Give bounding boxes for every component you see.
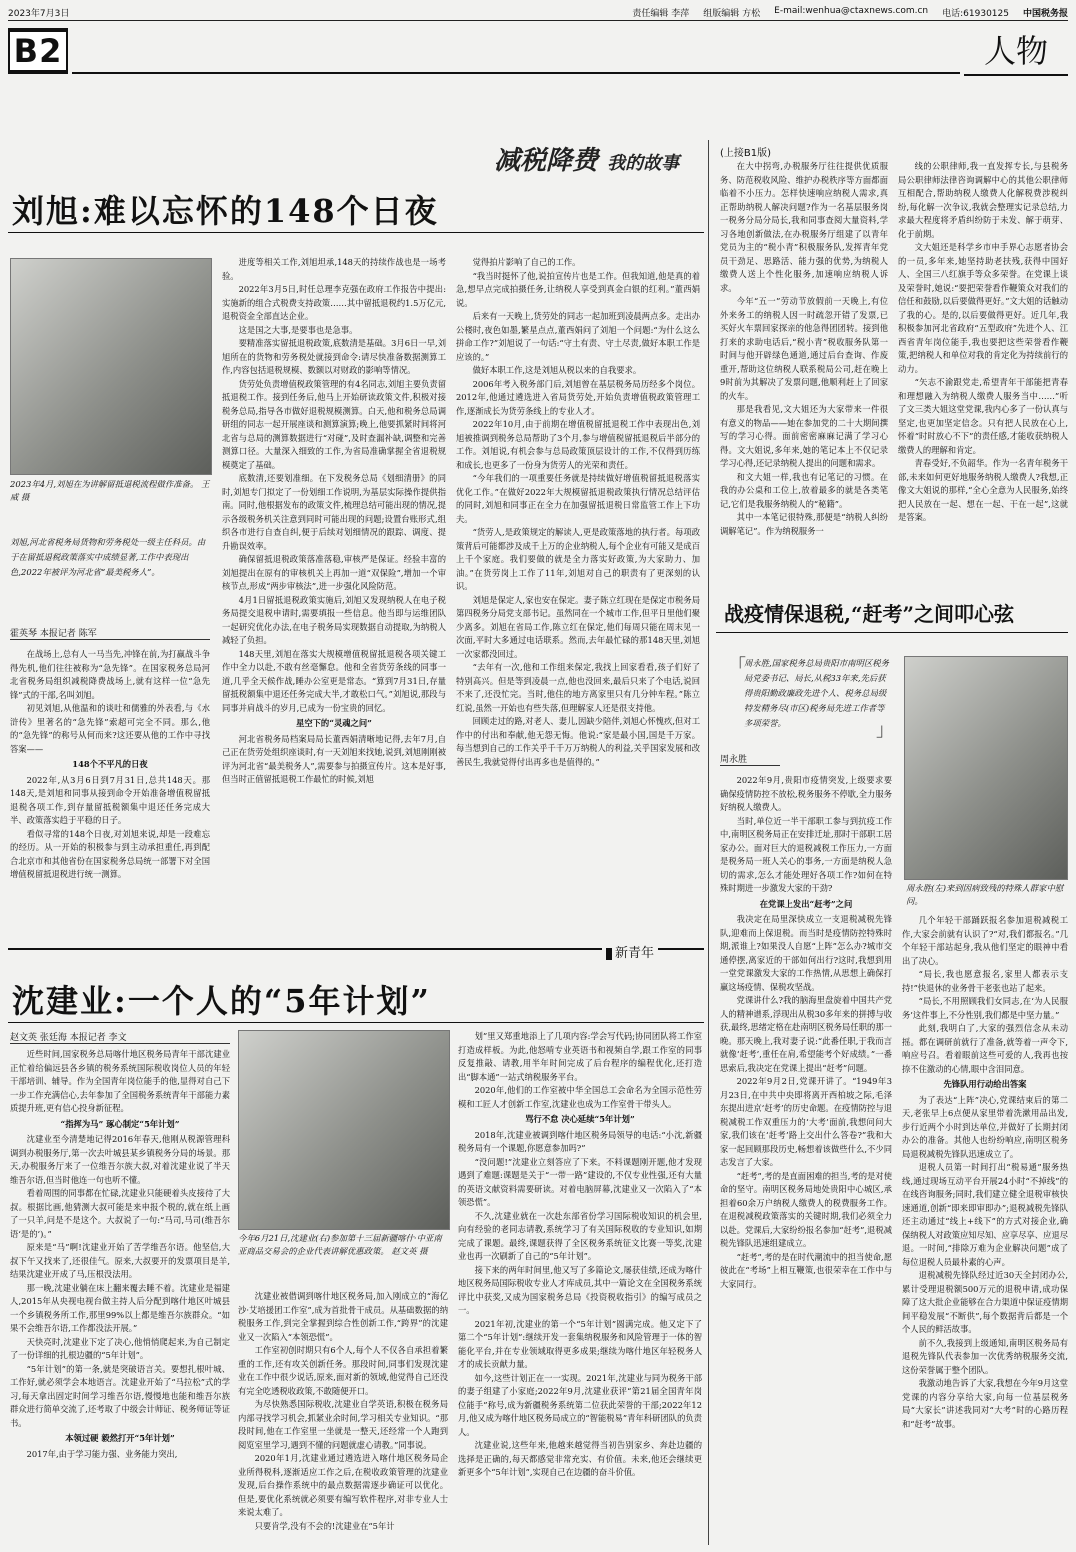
subheading: 星空下的“灵魂之问” [296, 718, 372, 728]
paragraph: 工作室初创时期只有6个人,每个人不仅各自承担着繁重的工作,还有攻关创新任务。那段时间,同事们发现沈建业在工作中很少说话,原来,面对新的领域,他觉得自己还没有完全吃透税收政策,不敢随便开口。 [238, 1345, 448, 1396]
subheading: 先锋队用行动给出答案 [943, 1079, 1027, 1089]
paragraph: 回顾走过的路,对老人、妻儿,因缺少陪伴,刘旭心怀愧疚,但对工作中的付出和奉献,他无怨无悔。他说:“家是最小国,国是千万家。每当想到自己的工作关乎千千万万纳税人的利益,关乎国家发展和改善民生,我就觉得付出再多也是值得的。” [456, 716, 700, 767]
paragraph: 初见刘旭,从他温和的谈吐和儒雅的外表看,与《水浒传》里著名的“急先锋”索超可完全不同。那么,他的“急先锋”的称号从何而来?这还要从他的工作中寻找答案—— [10, 703, 210, 754]
designer: 组版编辑 方松 [703, 8, 761, 19]
paragraph: 青春受好,不负韶华。作为一名青年税务干部,未来如何更好地服务纳税人缴费人?我想,正像文大姐说的那样,“全心全意为人民服务,始终把人民放在一起、想在一起、干在一起”,这就是答案。 [898, 458, 1068, 522]
paragraph: 天快亮时,沈建业下定了决心,他悄悄爬起来,为自己制定了一份详细的扎根边疆的“5年计划”。 [10, 1336, 230, 1360]
paragraph: 我激动地告诉了大家,我想在今年9月这堂党课的内容分享给大家,向每一位基层税务局“大家长”讲述我同对“大考”时的心路历程和“赶考”故事。 [902, 1378, 1068, 1429]
section-name: 人物 [964, 28, 1068, 76]
paragraph: 2022年3月5日,时任总理李克强在政府工作报告中提出:实施新的组合式税费支持政策……其中留抵退税约1.5万亿元,退税资金全部直达企业。 [222, 284, 446, 321]
subheading: 骂行不怠 决心延续“5年计划” [525, 1114, 635, 1124]
paragraph: 2017年,由于学习能力强、业务能力突出, [26, 1448, 178, 1459]
paragraph: 如今,这些计划正在一一实现。2021年,沈建业与同为税务干部的妻子组建了小家庭;2022年9月,沈建业获评“第21届全国青年岗位能手”称号,成为新疆税务系统第二位获此荣誉的干部;2022年12月,他又成为喀什地区税务局成立的“智能税易”青年科研团队的负责人。 [458, 1372, 702, 1437]
paragraph: 确保留抵退税政策落准落稳,审核严是保证。经验丰富的刘旭提出在原有的审核机关上再加一道“双保险”,增加一个审核节点,形成“两步审核法”,进一步强化风险防范。 [222, 554, 446, 591]
subheading: 148个不平凡的日夜 [72, 759, 148, 769]
paragraph: 近些时间,国家税务总局喀什地区税务局青年干部沈建业正忙着给偏远县各乡镇的税务系统国际税收岗位人员的年轻干部培训、辅导。作为全国青年岗位能手的他,显得对自己下一步工作充满信心,去年参加了全国税务系统青年干部能力素质提升班,更有信心投身新征程。 [10, 1049, 230, 1113]
paragraph: 进度等相关工作,刘旭坦承,148天的持续作战也是一场考验。 [222, 257, 446, 281]
paragraph: 为了表达“上阵”决心,党课结束后的第二天,老张早上6点便从家里带着洗漱用品出发,步行近两个小时到达单位,并做好了长期封闭办公的准备。其他人也纷纷响应,南明区税务局退税减税先锋队迅速成立了。 [902, 1094, 1068, 1159]
paragraph: “我当时挺怀了他,说拍宣传片也是工作。但我知道,他是真的着急,想早点完成拍摄任务,让纳税人享受到真金白银的红利。”董西娟说。 [456, 270, 700, 308]
article3-photo [904, 656, 1068, 880]
article1-col3 [456, 256, 700, 940]
article1-rule [8, 232, 704, 233]
article4-tag [602, 942, 658, 961]
article3-byline: 周永胜 [720, 752, 780, 766]
paragraph: “赶考”,考的是在时代潮流中的担当使命,愿彼此在“考场”上相互鞭策,也很荣幸在工作中与大家同行。 [720, 1251, 892, 1289]
article3-title[interactable]: 战疫情保退税,“赶考”之间叩心弦 [724, 602, 1014, 626]
paragraph: 我决定在局里深快成立一支退税减税先锋队,迎难而上保退税。而当时是疫情防控特殊时期,派谁上?如果没人自愿“上阵”怎么办?城市交通停摆,离家近的干部如何出行?这时,我想到用一堂党课激发大家的工作热情,从思想上确保打赢这场疫情、保税攻坚战。 [720, 914, 892, 992]
article1-photo-caption: 2023年4月,刘旭在为讲解留抵退税流程做作准备。 王威 摄 [10, 479, 210, 502]
article4-top-rule [8, 948, 704, 950]
paragraph: 沈建业说,这些年来,他越来越觉得当初告别家乡、奔赴边疆的选择是正确的,每天都感觉非常充实、有价值。未来,他还会继续更新更多个“5年计划”,实现自己在边疆的奋斗价值。 [458, 1440, 702, 1477]
paragraph: 2022年9月2日,党课开讲了。“1949年3月23日,在中共中央即将离开西柏坡之际,毛泽东提出进京‘赶考’的历史命题。在疫情防控与退税减税工作双重压力的‘大考’面前,我想问问大家,我们该在‘赶考’路上交出什么答卷?”我和大家一起回顾那段历史,畅想着该做些什么,不少同志发言了大家。 [720, 1076, 892, 1167]
paragraph: 今年“五一”劳动节放假前一天晚上,有位外来务工的纳税人因一时疏忽开错了发票,已买好火车票回家探亲的他急得团团转。接到他打来的求助电话后,“税小青”税收服务队第一时间与他开辟绿色通道,通过后台查询、作废重开,帮助这位纳税人联系税局公司,赶在晚上9时前为其解决了发票问题,他顺利赶上了回家的火车。 [720, 296, 888, 401]
paragraph: 2020年,他们的工作室被中华全国总工会命名为全国示范性劳模和工匠人才创新工作室,沈建业也成为工作室骨干带头人。 [458, 1085, 702, 1109]
paragraph: “货劳人,是政策规定的解读人,更是政策落地的执行者。每项政策背后可能都涉及成千上万的企业纳税人,每个企业有可能又是成百上千个家庭。我们要做的就是全力落实好政策,为大家助力、加油。”在货劳岗上工作了11年,刘旭对自己的职责有了更深刻的认识。 [456, 527, 700, 591]
paragraph: “5年计划”的第一条,就是突破语言关。要想扎根叶城、工作好,就必须学会本地语言。沈建业开始了“马拉松”式的学习,每天拿出固定时间学习维吾尔语,慢慢地也能和维吾尔族群众进行简单交流了,还考取了中级会计师证、税务师证等证书。 [10, 1363, 230, 1428]
article4-byline: 赵文英 张廷海 本报记者 李文 [10, 1030, 230, 1044]
paragraph: 此刻,我明白了,大家的强烈信念从未动摇。都在调研前就行了准备,就等着一声令下,响应号召。看着眼前这些可爱的人,我再也按捺不住激动的心情,眼中含泪同意。 [902, 1023, 1068, 1074]
paragraph: 后来有一天晚上,货劳处的同志一起加班到凌晨两点多。走出办公楼时,夜色如墨,繁星点点,董西娟问了刘旭一个问题:“为什么这么拼命工作?”刘旭说了一句话:“守土有责、守土尽责,做好本职工作是应该的。” [456, 311, 700, 362]
paragraph: “没问题!”沈建业立刻答应了下来。不料课题刚开题,他才发现遇到了难题:课题是关于“一带一路”建设的,不仅专业性强,还有大量的英语文献资料需要研读。对着电脑屏幕,沈建业又一次陷入了“本领恐慌”。 [458, 1156, 702, 1207]
paragraph: 148天里,刘旭在落实大规模增值税留抵退税各项关键工作中全力以赴,不敢有丝毫懈怠。他和全省货劳条线的同事一道,几乎全天候作战,睡办公室更是常态。“算到7月31日,存量留抵税额集中退还任务完成大半,才敢松口气。”刘旭说,那段与同事并肩战斗的岁月,已成为一份宝贵的回忆。 [222, 648, 446, 713]
paragraph: 几个年轻干部踊跃报名参加退税减税工作,大家会前就有认识了?“对,我们都报名。”几个年轻干部站起身,我从他们坚定的眼神中看出了决心。 [902, 915, 1068, 966]
paragraph: 做好本职工作,这是刘旭从税以来的自我要求。 [472, 365, 642, 375]
paragraph: 和文大姐一样,我也有记笔记的习惯。在我的办公桌和工位上,放着最多的就是各类笔记,它们是我服务纳税人的“秘籍”。 [720, 471, 888, 509]
paragraph: 沈建业被借调到喀什地区税务局,加入刚成立的“海亿沙·艾培援团工作室”,成为首批骨干成员。从基础数据的纳税服务工作,到完全掌握到综合性创新工作,“跨界”的沈建业又一次陷入“本领恐慌”。 [238, 1291, 448, 1342]
paragraph: 划”里又郑重地添上了几项内容:学会写代码;协同团队将工作室打造成样板。为此,他怒啃专业英语书和视频自学,跟工作室的同事反复推敲、请教,用半年时间完成了后台程序的编程优化,还打造出“脚本通”一站式纳税服务平台。 [458, 1031, 702, 1082]
editor: 责任编辑 李萍 [632, 8, 690, 19]
paragraph: 只要肯学,没有不会的!沈建业在“5年计 [254, 1520, 395, 1531]
paragraph: 4月1日留抵退税政策实施后,刘旭又发现纳税人在电子税务局提交退税申请时,需要填报一些信息。他当即与运维团队一起研究优化办法,在电子税务局实现数据自动提取,为纳税人减轻了负担。 [222, 594, 446, 645]
paragraph: 2018年,沈建业被调到喀什地区税务局领导的电话:“小沈,新疆税务局有一个课题,你愿意参加吗?” [458, 1129, 702, 1153]
paragraph: 货劳处负责增值税政策管理的有4名同志,刘旭主要负责留抵退税工作。接到任务后,他马上开始研读政策文件,积极对接税务总局,指导各市做好退税规模测算。白天,他和税务总局调研组的同志一起开展座谈和测算演算;晚上,他要抓紧时间将河北省与总局的测算数据进行“对碰”,及时查漏补缺,调整和完善测算口径。大量深入细致的工作,为省局准确掌握全省退税规模奠定了基础。 [222, 378, 446, 470]
subheading: “指挥为马” 琢心制定“5年计划” [60, 1118, 180, 1129]
paragraph: 2022年9月,贵阳市疫情突发,上级要求要确保疫情防控不放松,税务服务不停歇,全力服务好纳税人缴费人。 [720, 775, 892, 812]
article3-photo-caption: 周永胜(左)来到因病致残的特殊人群家中慰问。 [906, 883, 1064, 906]
paragraph: 接下来的两年时间里,他又写了多篇论文,屡获佳绩,还成为喀什地区税务局国际税收专业人才库成员,其中一篇论文在全国税务系统评比中获奖,又成为国家税务总局《投资税收指引》的编写成员之一。 [458, 1264, 702, 1315]
article1-col1 [10, 648, 210, 940]
paragraph: 底数清,还要划准细。在下发税务总局《划细清册》的同时,刘旭专门拟定了一份划细工作说明,为基层实际操作提供指南。同时,他根据发布的政策文件,梳理总结可能出现的情况,提示各级税务机关注意到同时可能出现的问题;设置台账形式,组织各市进行自查自纠,便于后续对划细情况的跟踪、调度、提升勘误效率。 [222, 473, 446, 551]
column-logo [494, 140, 704, 186]
paragraph: “局长,不用照顾我们女同志,在‘为人民服务’这件事上,不分性别,我们都是中坚力量。” [902, 996, 1068, 1020]
paragraph: 要精准落实留抵退税政策,底数清是基础。3月6日一早,刘旭所在的货物和劳务税处就接到命令:请尽快准备数据测算工作,内容包括退税规模、数额以对财政的影响等情况。 [222, 338, 446, 375]
paragraph: 为尽快熟悉国际税收,沈建业自学英语,积极在税务局内部寻找学习机会,抓紧业余时间,学习相关专业知识。“那段时间,他在工作室里一坐就是一整天,还经常一个人跑到阅览室里学习,遇到不懂的问题就虚心请教。”同事说。 [238, 1399, 448, 1450]
paragraph: 看着周围的同事都在忙碌,沈建业只能硬着头皮接待了大叔。根据比画,他猜测大叔可能是来申报个税的,就在纸上画了一只羊,问是不是这个。大叔说了一句:“马司,马司(维吾尔语‘是的’)。” [10, 1188, 230, 1239]
subheading: 本领过硬 毅然打开“5年计划” [65, 1433, 175, 1443]
article1-col2 [222, 256, 446, 940]
quote-close: 」 [876, 720, 894, 741]
page-number: B2 [8, 28, 68, 74]
paragraph: 前不久,我接到上级通知,南明区税务局有退税先锋队代表参加一次优秀纳税服务交流,这份荣誉属于整个团队。 [902, 1337, 1068, 1375]
article4-col3 [458, 1030, 702, 1544]
header-rule [72, 72, 960, 74]
paper-name: 中国税务报 [1022, 8, 1068, 19]
paragraph: 当时,单位近一半干部职工参与到抗疫工作中,南明区税务局正在安排迁址,那时干部职工居家办公。面对巨大的退税减税工作压力,一方面是税务局一班人关心的事务,一方面是纳税人急切的需求,怎么才能处理好各项工作?如何在特殊时期进一步激发大家的干劲? [720, 815, 892, 893]
tag-label: 新青年 [615, 946, 655, 961]
logo-sub: 我的故事 [607, 153, 680, 174]
paragraph: 原来是“马”啊!沈建业开始了苦学维吾尔语。他坚信,大叔下午又找来了,还很佳气。原来,大叔要开的发票项目是羊,结果沈建业开成了马,压根没法用。 [10, 1242, 230, 1279]
logo-text: 减税降费 [494, 146, 599, 176]
paragraph: 2021年初,沈建业的第一个“5年计划”圆满完成。他又定下了第二个“5年计划”:继续开发一套集纳税服务和风险管理于一体的智能化平台,并在专业领域取得更多成果;继续为喀什地区年轻税务人才的成长贡献力量。 [458, 1318, 702, 1369]
article3-col1 [720, 774, 892, 1544]
paragraph: 2022年,从3月6日到7月31日,总共148天。那148天,是刘旭和同事从接到命令开始准备增值税留抵退税各项工作,到存量留抵税额集中退还任务完成大半、政策落实趋于平稳的日子。 [10, 774, 210, 825]
paragraph: 这是国之大事,是要事也是急事。 [238, 324, 358, 335]
paragraph: 沈建业至今清楚地记得2016年春天,他刚从税源管理科调到办税服务厅,第一次去叶城县某乡镇税务分局的场景。那天,办税服务厅来了一位维吾尔族大叔,对着沈建业说了半天维吾尔语,但当时他连一句也听不懂。 [10, 1134, 230, 1185]
paragraph: 河北省税务局档案局局长董西娟清晰地记得,去年7月,自己正在货劳处组织座谈时,有一天刘旭来找她,说到,刘旭刚刚被评为河北省“最美税务人”,需要参与拍摄宣传片。这本是好事,但当时正值留抵退税工作最忙的时候,刘旭 [222, 733, 446, 784]
paragraph: 2022年10月,由于前期在增值税留抵退税工作中表现出色,刘旭被推调到税务总局帮助了3个月,参与增值税留抵退税后半部分的工作。刘旭说,有机会参与总局政策顶层设计的工作,不仅得到历练和成长,也更多了一份身为货劳人的光荣和责任。 [456, 419, 700, 470]
paragraph: 刘旭是保定人,家也安在保定。妻子陈立红现在是保定市税务局第四税务分局党支部书记。虽然同在一个城市工作,但平日里他们聚少离多。刘旭在省局工作,陈立红在保定,他们每周只能在周末见一次面,平时大多通过电话联系。然而,去年最忙碌的那148天里,刘旭一次家都没回过。 [456, 594, 700, 659]
subheading: 在党课上发出“赶考”之问 [759, 898, 853, 909]
paragraph: 看似寻常的148个日夜,对刘旭来说,却是一段难忘的经历。从一开始的积极参与到主动承担重任,再到配合北京市和其他省份在国家税务总局统一部署下对全国增值税留抵退税进行统一测算。 [10, 828, 210, 879]
paragraph: “赶考”,考的是直面困难的担当,考的是对使命的坚守。南明区税务局地处贵阳中心城区,承担着60余万户纳税人缴费人的税费服务工作。在退税减税政策落实的关键时期,我们必须全力以赴。党课后,大家纷纷报名参加“赶考”,退税减税先锋队迅速组建成立。 [720, 1170, 892, 1248]
article2-col2 [898, 160, 1068, 580]
article4-col2 [238, 1290, 448, 1544]
article4-rule [8, 1022, 704, 1023]
article4-photo-caption: 今年6月21日,沈建业(右)参加第十三届新疆喀什·中亚南亚商品交易会的企业代表讲解优惠政策。 赵文英 摄 [238, 1233, 442, 1256]
email[interactable]: E-mail:wenhua@ctaxnews.com.cn [774, 5, 929, 16]
paragraph: 其中一本笔记很特殊,那便是“纳税人纠纷调解笔记”。作为纳税服务一 [720, 512, 888, 536]
article3-rule [716, 632, 1068, 633]
article4-title[interactable]: 沈建业:一个人的“5年计划” [12, 982, 431, 1020]
article1-byline: 霍英琴 本报记者 陈军 [10, 626, 210, 640]
paragraph: “去年有一次,他和工作组来保定,我找上回家看看,孩子们好了特别高兴。但是等到凌晨一点,他也没回来,最后只来了个电话,说回不来了,还没忙完。当时,他住的地方离家里只有几分钟车程。”陈立红说,虽然一开始也有些失落,但理解家人还是很支持他。 [456, 662, 700, 713]
article3-col2 [902, 914, 1068, 1544]
article1-profile: 刘旭,河北省税务局货物和劳务税处一级主任科员。由于在留抵退税政策落实中成绩显著,工作中表现出色,2022年被评为河北省“最美税务人”。 [10, 537, 206, 577]
paragraph: 不久,沈建业就在一次赴东部省份学习国际税收知识的机会里,向有经验的老同志请教,系统学习了有关国际税收的专业知识,如期完成了课题。最终,课题获得了全区税务系统征文比赛一等奖,沈建业也再一次刷新了自己的“5年计划”。 [458, 1210, 702, 1261]
phone: 电话:61930125 [942, 8, 1009, 19]
paragraph: “矢志不渝跟党走,希望青年干部能把青春和理想融入为纳税人缴费人服务当中……”听了文三类大姐这堂党课,我内心多了一份认真与坚定,也更加坚定信念。只有把人民放在心上,怀着“时时放心不下”的责任感,才能收获纳税人缴费人的理解和肯定。 [898, 377, 1068, 455]
header-info [632, 6, 1068, 19]
paragraph: 那是我看见,文大姐还为大家带来一件很有意义的物品——她在参加党的二十大期间撰写的学习心得。面前密密麻麻记满了学习心得。文大姐说,多年来,她的笔记本上不仅记录学习心得,还记录纳税人提出的问题和需求。 [720, 404, 888, 468]
article4-col1 [10, 1048, 230, 1544]
quote-open: 「 [728, 656, 746, 677]
page-header [8, 4, 1068, 21]
tag-block-icon [606, 948, 612, 960]
article2-continued: (上接B1版) [720, 148, 772, 159]
paragraph: 觉得拍片影响了自己的工作。 [472, 257, 581, 267]
paragraph: “今年我们的一项重要任务就是持续做好增值税留抵退税落实优化工作。”在做好2022年大规模留抵退税政策执行情况总结评估的同时,刘旭和同事正在全力在加强留抵退税日常监管工作上下功夫。 [456, 473, 700, 524]
paragraph: 在大中拐弯,办税服务厅往往提供优质服务、防范税收风险、维护办税秩序等方面都面临着不小压力。怎样快速响应纳税人需求,真正帮助纳税人解决问题?作为一名基层服务岗一税务分局分局长,我和同事查阅大量资料,学习各地创新做法,在办税服务厅组建了以青年党员为主的“税小青”积极服务队,发挥青年党员干劲足、思路活、能力强的优势,为纳税人缴费人送上个性化服务,加速响应纳税人诉求。 [720, 161, 888, 293]
issue-date: 2023年7月3日 [8, 8, 70, 19]
paragraph: 文大姐还是科学乡市申手界心志愿者协会的一员,多年来,她坚持助老扶残,获得中国好人、全国三八红旗手等众多荣誉。在党课上谈及荣誉时,她说:“要把荣誉看作鞭策众对我们的信任和鼓励,以后要做得更好。”文大姐的话触动了我的心。是的,以后要做得更好。近几年,我积极参加河北省政府“五型政府”先进个人、江西省青年岗位能手,我也要把这些荣誉看作鞭策,把纳税人和单位对我的肯定化为持续前行的动力。 [898, 242, 1068, 374]
paragraph: 退税减税先锋队经过近30天全封闭办公,累计受理退税额500万元的退税申请,成功保障了这大批企业能够在合力渠道中保证疫情期间平稳发展“不断供”,每个数据背后都是一个个人民的鲜活故事。 [902, 1270, 1068, 1334]
paragraph: 线的公职律师,我一直发挥专长,与县税务局公职律师法律咨询调解中心的其他公职律师互相配合,帮助纳税人缴费人化解税费涉税纠纷,每化解一次争议,我就会整理实记录总结,力求最大程度将矛盾纠纷防于未发、解于萌芽、化于前期。 [898, 161, 1068, 239]
paragraph: 在战场上,总有人一马当先,冲锋在前,为打赢战斗争得先机,他们往往被称为“急先锋”。在国家税务总局河北省税务局组织减税降费战场上,就有这样一位“急先锋”式的干部,名叫刘旭。 [10, 649, 210, 700]
paragraph: 2006年考入税务部门后,刘旭曾在基层税务局历经多个岗位。2012年,他通过遴选进入省局货劳处,开始负责增值税政策管理工作,逐渐成长为货劳条线上的专业人才。 [456, 378, 700, 416]
paragraph: 党课讲什么?我的脑海里盘旋着中国共产党人的精神谱系,浮现出从税30多年来的拼搏与收获,最终,思绪定格在赴南明区税务局任职的那一晚。那天晚上,我对妻子说:“此番任职,于我而言就像‘赶考’,重任在肩,希望能考个好成绩。”一番思索后,我决定在党课上提出“赶考”问题。 [720, 995, 892, 1073]
main-divider [708, 140, 709, 1545]
article1-photo [10, 258, 212, 475]
paragraph: 退税人员第一时间打出“税易通”服务热线,通过现场互动平台开展24小时“不掉线”的在线咨询服务;同时,我们建立健全退税审核快速通道,创新“即来即审即办”;退税减税先锋队还主动通过“线上+线下”的方式对接企业,确保纳税人对政策应知尽知、应享尽享、应退尽退。一时间,“排除万难为企业解决问题”成了每位退税人员最朴素的心声。 [902, 1162, 1068, 1267]
article1-title[interactable]: 刘旭:难以忘怀的148个日夜 [12, 192, 439, 230]
paragraph: “局长,我也愿意报名,家里人都表示支持!”快退休的业务骨干老张也站了起来。 [902, 969, 1068, 993]
article2-col1 [720, 160, 888, 580]
article3-profile: 周永胜,国家税务总局贵阳市南明区税务局党委书记、局长,从税33年来,先后获得贵阳勤政廉政先进个人、税务总局级特发精务尽(市区)税务局先进工作者等多项荣誉。 [744, 658, 890, 728]
paragraph: 那一晚,沈建业躺在床上翻来覆去睡不着。沈建业是福建人,2015年从央视电视台做主持人后分配到喀什地区叶城县一个乡镇税务所工作,那里99%以上都是维吾尔族群众。“如果不会维吾尔语,工作都没法开展。” [10, 1282, 230, 1333]
section-bar [8, 24, 1068, 80]
paragraph: 2020年1月,沈建业通过遴选进入喀什地区税务局企业所得税科,逐渐适应工作之后,在税收政策管理的沈建业发现,后台操作系统中的最点数据需逐步确证可以优化。但是,要优化系统就必须要有编写软件程序,对非专业人士来说太难了。 [238, 1453, 448, 1517]
article4-photo [238, 1030, 450, 1230]
